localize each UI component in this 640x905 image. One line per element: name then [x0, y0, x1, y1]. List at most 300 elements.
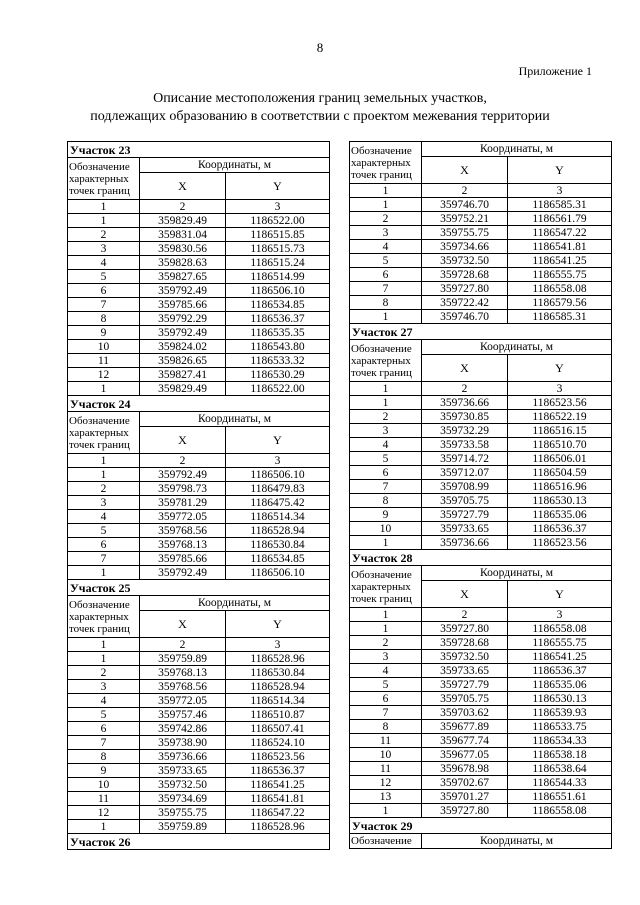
y-coordinate: 1186524.10: [226, 736, 330, 750]
y-coordinate: 1186551.61: [508, 790, 612, 804]
y-coordinate: 1186534.85: [226, 552, 330, 566]
x-coordinate: 359772.05: [140, 694, 226, 708]
x-coordinate: 359722.42: [422, 296, 508, 310]
coordinates-header: Координаты, м: [140, 158, 330, 173]
point-number: 7: [350, 480, 422, 494]
x-coordinate: 359827.41: [140, 368, 226, 382]
point-label-header-line: Обозначение: [351, 835, 412, 847]
document-title-line-2: подлежащих образованию в соответствии с проектом межевания территории: [90, 109, 550, 124]
y-coordinate: 1186516.15: [508, 424, 612, 438]
x-coordinate: 359738.90: [140, 736, 226, 750]
point-label-header-line: Обозначение: [351, 342, 412, 355]
point-number: 7: [350, 706, 422, 720]
point-number: 7: [68, 736, 140, 750]
x-coordinate: 359768.13: [140, 538, 226, 552]
y-coordinate: 1186539.93: [508, 706, 612, 720]
plot-title-row: [350, 324, 612, 340]
y-coordinate: 1186528.96: [226, 820, 330, 834]
column-number: 2: [140, 200, 226, 214]
x-coordinate: 359768.13: [140, 666, 226, 680]
x-coordinate: 359824.02: [140, 340, 226, 354]
table-row: [68, 820, 330, 834]
table-row: [350, 622, 612, 636]
point-number: 8: [68, 750, 140, 764]
point-label-header-line: точек границ: [351, 366, 412, 379]
y-coordinate: 1186523.56: [508, 396, 612, 410]
x-coordinate: 359831.04: [140, 228, 226, 242]
y-coordinate: 1186523.56: [508, 536, 612, 550]
point-number: 7: [68, 298, 140, 312]
column-number: 1: [350, 608, 422, 622]
x-coordinate: 359792.49: [140, 326, 226, 340]
point-number: 3: [68, 496, 140, 510]
plot-title: Участок 25: [68, 580, 330, 596]
y-coordinate: 1186522.19: [508, 410, 612, 424]
point-number: 10: [350, 522, 422, 536]
plot-title-row: [350, 550, 612, 566]
point-label-header: [350, 340, 422, 382]
column-number-row: [68, 638, 330, 652]
y-coordinate: 1186515.24: [226, 256, 330, 270]
table-header-row: [68, 596, 330, 611]
point-number: 4: [68, 510, 140, 524]
y-coordinate: 1186530.84: [226, 666, 330, 680]
y-coordinate: 1186514.34: [226, 694, 330, 708]
column-number-row: [68, 454, 330, 468]
y-header: Y: [226, 427, 330, 454]
plot-title-row: [68, 580, 330, 596]
y-coordinate: 1186506.10: [226, 566, 330, 580]
point-number: 13: [350, 790, 422, 804]
plot-title: Участок 26: [68, 834, 330, 850]
y-coordinate: 1186536.37: [508, 522, 612, 536]
x-coordinate: 359701.27: [422, 790, 508, 804]
table-row: [350, 636, 612, 650]
point-label-header: [68, 158, 140, 200]
x-coordinate: 359792.49: [140, 566, 226, 580]
y-coordinate: 1186541.81: [226, 792, 330, 806]
table-row: [68, 468, 330, 482]
table-row: [68, 764, 330, 778]
table-row: [68, 382, 330, 396]
point-number: 3: [350, 650, 422, 664]
table-row: [350, 664, 612, 678]
y-coordinate: 1186528.96: [226, 652, 330, 666]
point-number: 6: [68, 284, 140, 298]
point-number: 6: [68, 722, 140, 736]
y-coordinate: 1186534.85: [226, 298, 330, 312]
table-row: [68, 482, 330, 496]
point-number: 1: [68, 382, 140, 396]
table-row: [350, 494, 612, 508]
table-row: [350, 776, 612, 790]
x-coordinate: 359732.50: [422, 650, 508, 664]
table-row: [350, 480, 612, 494]
column-number: 2: [140, 454, 226, 468]
x-coordinate: 359733.65: [422, 522, 508, 536]
column-number: 2: [422, 382, 508, 396]
column-number: 3: [508, 608, 612, 622]
y-coordinate: 1186530.13: [508, 692, 612, 706]
y-coordinate: 1186555.75: [508, 268, 612, 282]
point-number: 11: [68, 792, 140, 806]
x-coordinate: 359708.99: [422, 480, 508, 494]
point-number: 1: [350, 536, 422, 550]
table-row: [68, 228, 330, 242]
appendix-label: Приложение 1: [518, 64, 592, 78]
table-row: [350, 212, 612, 226]
point-label-header-line: Обозначение: [69, 414, 130, 427]
column-number: 2: [422, 184, 508, 198]
table-row: [68, 284, 330, 298]
plot-title-row: [68, 834, 330, 850]
table-row: [350, 762, 612, 776]
x-coordinate: 359677.74: [422, 734, 508, 748]
x-coordinate: 359785.66: [140, 552, 226, 566]
point-label-header-line: характерных: [69, 172, 129, 185]
table-row: [68, 694, 330, 708]
table-row: [68, 680, 330, 694]
point-number: 12: [350, 776, 422, 790]
plot-title: Участок 29: [350, 818, 612, 834]
point-number: 11: [350, 734, 422, 748]
y-coordinate: 1186479.83: [226, 482, 330, 496]
x-coordinate: 359728.68: [422, 268, 508, 282]
x-coordinate: 359759.89: [140, 820, 226, 834]
point-number: 10: [350, 748, 422, 762]
column-number: 1: [350, 382, 422, 396]
x-coordinate: 359677.89: [422, 720, 508, 734]
y-coordinate: 1186506.10: [226, 284, 330, 298]
point-number: 9: [68, 764, 140, 778]
point-number: 2: [68, 228, 140, 242]
point-number: 2: [68, 482, 140, 496]
x-coordinate: 359768.56: [140, 680, 226, 694]
table-row: [68, 722, 330, 736]
y-coordinate: 1186475.42: [226, 496, 330, 510]
y-header: Y: [508, 355, 612, 382]
x-header: X: [422, 355, 508, 382]
y-coordinate: 1186536.37: [508, 664, 612, 678]
x-coordinate: 359736.66: [422, 536, 508, 550]
table-row: [68, 708, 330, 722]
point-number: 1: [68, 820, 140, 834]
y-coordinate: 1186541.25: [508, 254, 612, 268]
point-number: 7: [350, 282, 422, 296]
point-label-header-line: Обозначение: [69, 160, 130, 173]
column-number: 1: [350, 184, 422, 198]
x-coordinate: 359705.75: [422, 494, 508, 508]
y-coordinate: 1186544.33: [508, 776, 612, 790]
point-number: 5: [68, 270, 140, 284]
y-coordinate: 1186541.25: [508, 650, 612, 664]
point-number: 2: [350, 636, 422, 650]
column-number: 3: [508, 184, 612, 198]
point-label-header: [350, 834, 422, 849]
x-coordinate: 359792.29: [140, 312, 226, 326]
column-number: 1: [68, 200, 140, 214]
x-coordinate: 359759.89: [140, 652, 226, 666]
x-coordinate: 359733.65: [422, 664, 508, 678]
y-header: Y: [508, 581, 612, 608]
table-row: [350, 282, 612, 296]
table-row: [350, 790, 612, 804]
point-label-header-line: точек границ: [351, 592, 412, 605]
y-coordinate: 1186515.85: [226, 228, 330, 242]
point-number: 5: [350, 678, 422, 692]
table-row: [68, 368, 330, 382]
x-coordinate: 359798.73: [140, 482, 226, 496]
table-row: [68, 652, 330, 666]
x-coordinate: 359727.80: [422, 804, 508, 818]
point-number: 1: [68, 652, 140, 666]
plot-title: Участок 23: [68, 142, 330, 158]
table-row: [350, 410, 612, 424]
point-number: 1: [350, 396, 422, 410]
x-coordinate: 359677.05: [422, 748, 508, 762]
table-row: [68, 340, 330, 354]
point-number: 10: [68, 340, 140, 354]
x-coordinate: 359742.86: [140, 722, 226, 736]
x-coordinate: 359727.79: [422, 508, 508, 522]
x-coordinate: 359746.70: [422, 310, 508, 324]
table-row: [68, 750, 330, 764]
x-coordinate: 359728.68: [422, 636, 508, 650]
point-number: 6: [350, 466, 422, 480]
table-row: [68, 510, 330, 524]
column-number: 2: [422, 608, 508, 622]
point-number: 6: [68, 538, 140, 552]
table-row: [350, 720, 612, 734]
point-number: 3: [350, 226, 422, 240]
table-row: [350, 296, 612, 310]
y-coordinate: 1186535.06: [508, 508, 612, 522]
x-coordinate: 359829.49: [140, 214, 226, 228]
x-coordinate: 359727.80: [422, 622, 508, 636]
point-number: 4: [68, 256, 140, 270]
table-header-row: [350, 834, 612, 849]
point-number: 1: [68, 468, 140, 482]
table-row: [350, 452, 612, 466]
table-row: [68, 552, 330, 566]
point-number: 9: [350, 508, 422, 522]
x-coordinate: 359732.29: [422, 424, 508, 438]
y-coordinate: 1186510.87: [226, 708, 330, 722]
x-coordinate: 359752.21: [422, 212, 508, 226]
y-coordinate: 1186533.32: [226, 354, 330, 368]
x-coordinate: 359727.80: [422, 282, 508, 296]
x-coordinate: 359703.62: [422, 706, 508, 720]
point-label-header-line: Обозначение: [351, 144, 412, 157]
y-coordinate: 1186536.37: [226, 764, 330, 778]
point-label-header: [350, 142, 422, 184]
plot-title-row: [68, 142, 330, 158]
x-header: X: [140, 427, 226, 454]
x-coordinate: 359714.72: [422, 452, 508, 466]
y-coordinate: 1186504.59: [508, 466, 612, 480]
table-row: [68, 354, 330, 368]
y-coordinate: 1186541.81: [508, 240, 612, 254]
y-coordinate: 1186514.99: [226, 270, 330, 284]
y-coordinate: 1186541.25: [226, 778, 330, 792]
y-header: Y: [226, 611, 330, 638]
table-row: [68, 666, 330, 680]
point-number: 1: [68, 566, 140, 580]
table-row: [68, 326, 330, 340]
table-row: [350, 310, 612, 324]
table-row: [68, 806, 330, 820]
table-row: [350, 396, 612, 410]
x-coordinate: 359733.65: [140, 764, 226, 778]
point-label-header-line: характерных: [351, 156, 411, 169]
point-number: 11: [350, 762, 422, 776]
table-row: [68, 566, 330, 580]
x-coordinate: 359705.75: [422, 692, 508, 706]
point-label-header-line: характерных: [351, 580, 411, 593]
table-row: [350, 678, 612, 692]
point-label-header-line: точек границ: [69, 438, 130, 451]
table-row: [68, 312, 330, 326]
column-number: 1: [68, 454, 140, 468]
y-coordinate: 1186510.70: [508, 438, 612, 452]
point-number: 3: [68, 242, 140, 256]
x-coordinate: 359736.66: [422, 396, 508, 410]
table-row: [350, 706, 612, 720]
point-number: 12: [68, 368, 140, 382]
x-header: X: [422, 157, 508, 184]
point-number: 1: [68, 214, 140, 228]
y-coordinate: 1186555.75: [508, 636, 612, 650]
plot-title: Участок 24: [68, 396, 330, 412]
y-coordinate: 1186515.73: [226, 242, 330, 256]
table-row: [68, 298, 330, 312]
x-coordinate: 359734.66: [422, 240, 508, 254]
page-number: 8: [316, 40, 324, 55]
point-number: 3: [68, 680, 140, 694]
y-coordinate: 1186528.94: [226, 680, 330, 694]
point-number: 11: [68, 354, 140, 368]
point-label-header-line: Обозначение: [351, 568, 412, 581]
plot-title: Участок 28: [350, 550, 612, 566]
column-number-row: [350, 608, 612, 622]
x-coordinate: 359768.56: [140, 524, 226, 538]
x-coordinate: 359826.65: [140, 354, 226, 368]
table-row: [350, 268, 612, 282]
table-row: [350, 198, 612, 212]
table-row: [68, 792, 330, 806]
x-coordinate: 359678.98: [422, 762, 508, 776]
point-label-header: [68, 412, 140, 454]
x-coordinate: 359734.69: [140, 792, 226, 806]
table-row: [350, 226, 612, 240]
coordinates-header: Координаты, м: [422, 566, 612, 581]
x-header: X: [140, 611, 226, 638]
document-title-line-1: Описание местоположения границ земельных участков,: [153, 91, 487, 106]
column-number-row: [68, 200, 330, 214]
y-coordinate: 1186535.35: [226, 326, 330, 340]
y-coordinate: 1186523.56: [226, 750, 330, 764]
coordinates-header: Координаты, м: [422, 340, 612, 355]
y-coordinate: 1186538.64: [508, 762, 612, 776]
table-row: [350, 438, 612, 452]
y-coordinate: 1186530.84: [226, 538, 330, 552]
y-coordinate: 1186558.08: [508, 622, 612, 636]
column-number-row: [350, 184, 612, 198]
point-number: 8: [350, 494, 422, 508]
point-label-header-line: точек границ: [351, 168, 412, 181]
point-number: 5: [68, 524, 140, 538]
x-coordinate: 359757.46: [140, 708, 226, 722]
y-coordinate: 1186530.29: [226, 368, 330, 382]
y-coordinate: 1186558.08: [508, 804, 612, 818]
y-coordinate: 1186543.80: [226, 340, 330, 354]
right-table-body: [350, 142, 612, 849]
point-number: 1: [350, 198, 422, 212]
plot-title-row: [350, 818, 612, 834]
column-number-row: [350, 382, 612, 396]
coordinates-table-right: [349, 141, 612, 849]
point-number: 2: [350, 410, 422, 424]
x-coordinate: 359733.58: [422, 438, 508, 452]
table-header-row: [350, 566, 612, 581]
point-number: 5: [350, 452, 422, 466]
table-row: [68, 270, 330, 284]
table-row: [350, 536, 612, 550]
table-header-row: [68, 158, 330, 173]
x-header: X: [140, 173, 226, 200]
x-coordinate: 359827.65: [140, 270, 226, 284]
table-header-row: [350, 340, 612, 355]
coordinates-header: Координаты, м: [140, 596, 330, 611]
y-coordinate: 1186514.34: [226, 510, 330, 524]
y-coordinate: 1186534.33: [508, 734, 612, 748]
point-number: 1: [350, 804, 422, 818]
point-number: 6: [350, 692, 422, 706]
x-coordinate: 359727.79: [422, 678, 508, 692]
point-number: 8: [350, 720, 422, 734]
x-coordinate: 359755.75: [140, 806, 226, 820]
x-coordinate: 359828.63: [140, 256, 226, 270]
table-row: [350, 240, 612, 254]
table-header-row: [68, 412, 330, 427]
x-coordinate: 359736.66: [140, 750, 226, 764]
left-table-body: [68, 142, 330, 850]
x-coordinate: 359712.07: [422, 466, 508, 480]
table-row: [68, 736, 330, 750]
column-number: 1: [68, 638, 140, 652]
table-row: [350, 254, 612, 268]
coordinates-table-left: [67, 141, 330, 850]
y-header: Y: [508, 157, 612, 184]
point-number: 3: [350, 424, 422, 438]
y-header: Y: [226, 173, 330, 200]
x-coordinate: 359781.29: [140, 496, 226, 510]
y-coordinate: 1186536.37: [226, 312, 330, 326]
y-coordinate: 1186522.00: [226, 382, 330, 396]
y-coordinate: 1186535.06: [508, 678, 612, 692]
point-label-header-line: Обозначение: [69, 598, 130, 611]
table-row: [68, 778, 330, 792]
table-row: [68, 242, 330, 256]
x-coordinate: 359755.75: [422, 226, 508, 240]
point-number: 12: [68, 806, 140, 820]
table-row: [350, 650, 612, 664]
y-coordinate: 1186522.00: [226, 214, 330, 228]
y-coordinate: 1186585.31: [508, 198, 612, 212]
column-number: 2: [140, 638, 226, 652]
table-row: [350, 692, 612, 706]
left-column: [67, 141, 329, 850]
